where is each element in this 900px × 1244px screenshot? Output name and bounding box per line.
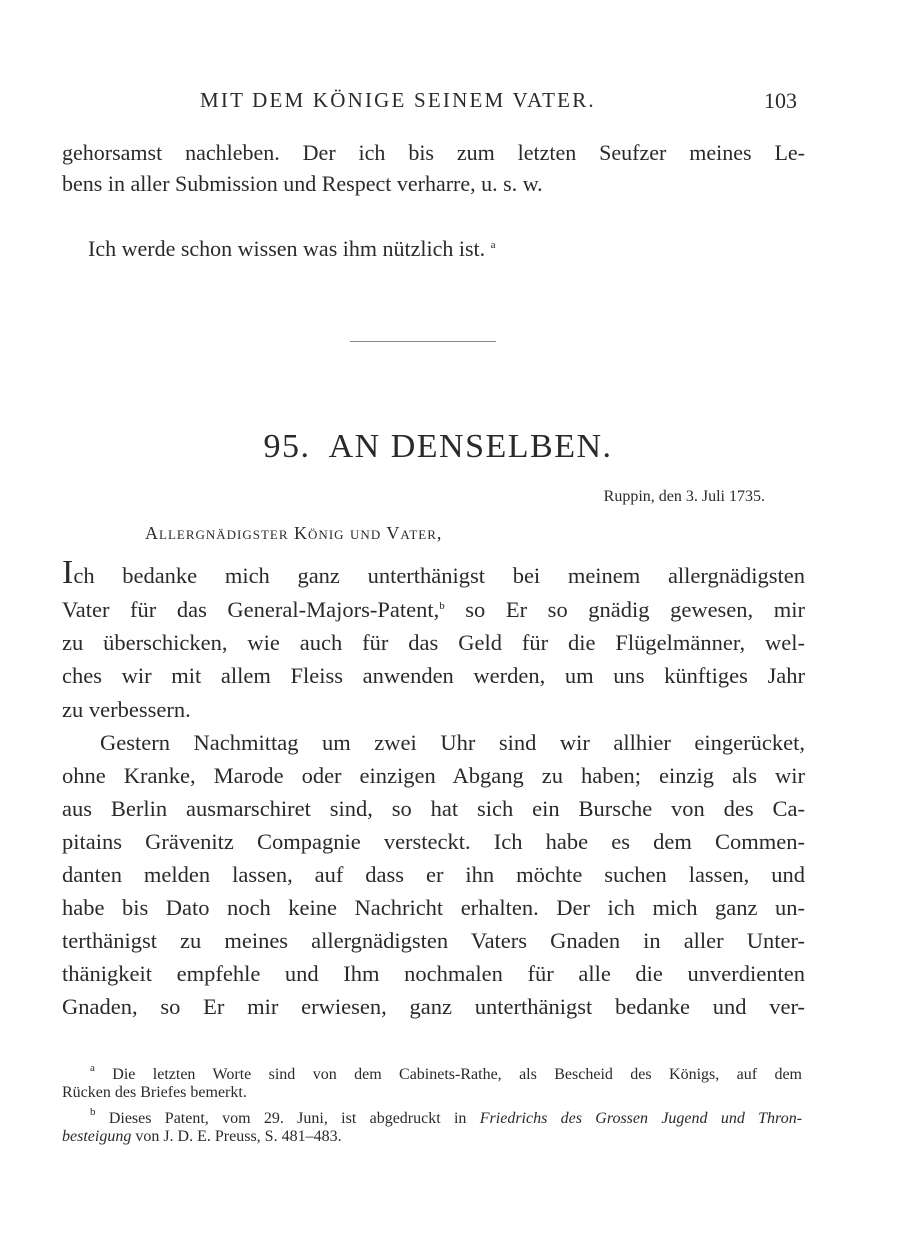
letter-heading: AN DENSELBEN. [328, 428, 613, 465]
text-line: zu überschicken, wie auch für das Geld für die Flügelmänner, wel- [62, 630, 805, 655]
footnote-marker: b [90, 1106, 96, 1118]
text-line [62, 1128, 805, 1146]
text-line [62, 597, 805, 623]
text-span: Die letzten Worte sind von dem Cabinets-Rathe, als Bescheid des Königs, auf dem [112, 1066, 803, 1083]
footnote-b [90, 1106, 802, 1128]
text-line: terthänigst zu meines allergnädigsten Vaters Gnaden in aller Unter- [62, 928, 805, 953]
text-line: thänigkeit empfehle und Ihm nochmalen für alle die unverdienten [62, 961, 805, 986]
note-text: Ich werde schon wissen was ihm nützlich ist. [88, 236, 486, 261]
footnote-marker: b [439, 600, 445, 612]
text-line: Gnaden, so Er mir erwiesen, ganz unterthänigst bedanke und ver- [62, 994, 805, 1019]
text-span: Vater für das General-Majors-Patent, [62, 597, 440, 622]
text-line: Gestern Nachmittag um zwei Uhr sind wir allhier eingerücket, [100, 730, 805, 755]
place-date: Ruppin, den 3. Juli 1735. [603, 488, 765, 505]
footnote-a [90, 1062, 802, 1084]
page-number: 103 [764, 88, 797, 113]
text-line: ches wir mit allem Fleiss anwenden werden, um uns künftiges Jahr [62, 663, 805, 688]
running-header: MIT DEM KÖNIGE SEINEM VATER. [200, 88, 596, 112]
text-line: bens in aller Submission und Respect verharre, u. s. w. [62, 171, 543, 196]
footnote-marker: a [90, 1062, 95, 1074]
text-span: von J. D. E. Preuss, S. 481–483. [131, 1128, 342, 1145]
text-line: ohne Kranke, Marode oder einzigen Abgang zu haben; einzig als wir [62, 763, 805, 788]
text-span: so Er so gnädig gewesen, mir [444, 597, 805, 622]
text-span: Dieses Patent, vom 29. Juni, ist abgedruckt in [108, 1110, 480, 1127]
salutation: Allergnädigster König und Vater, [145, 523, 443, 543]
text-line: zu verbessern. [62, 697, 191, 722]
text-line: aus Berlin ausmarschiret sind, so hat sich ein Bursche von des Ca- [62, 796, 805, 821]
text-line: habe bis Dato noch keine Nachricht erhalten. Der ich mich ganz un- [62, 895, 805, 920]
initial-letter: I [62, 554, 74, 591]
text-line [62, 554, 805, 591]
letter-number: 95. [263, 428, 311, 465]
letter-title [0, 428, 876, 466]
book-title: Friedrichs des Grossen Jugend und Thron- [479, 1110, 803, 1127]
text-line: Rücken des Briefes bemerkt. [62, 1084, 247, 1101]
book-title: besteigung [62, 1128, 132, 1145]
footnote-marker: a [490, 239, 496, 251]
section-divider [350, 341, 496, 342]
text-span: ch bedanke mich ganz unterthänigst bei meinem allergnädigsten [73, 563, 805, 588]
kings-note [88, 236, 831, 262]
text-line: pitains Grävenitz Compagnie versteckt. Ich habe es dem Commen- [62, 829, 805, 854]
text-line: gehorsamst nachleben. Der ich bis zum letzten Seufzer meines Le- [62, 140, 805, 165]
text-line: danten melden lassen, auf dass er ihn möchte suchen lassen, und [62, 862, 805, 887]
